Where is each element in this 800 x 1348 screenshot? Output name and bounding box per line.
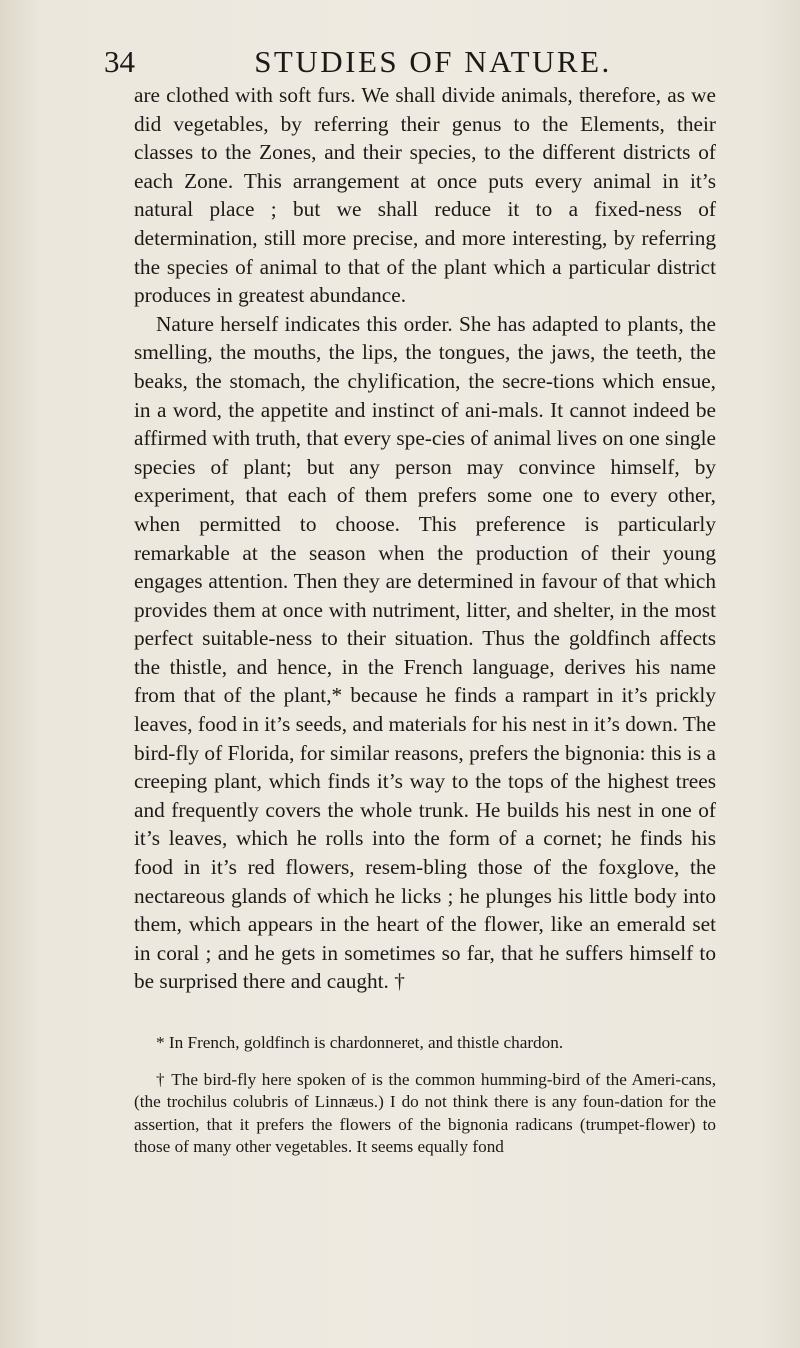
page-number: 34 bbox=[104, 44, 135, 79]
running-title: STUDIES OF NATURE. bbox=[254, 44, 612, 79]
footnote: † The bird-fly here spoken of is the common humming-bird of the Ameri-cans, (the trochilus colubris of Linnæus.) I do not think there is any foun-dation for the assertion, that it prefers the flowers of the bignonia radicans (trumpet-flower) to those of many other vegetables. It seems equally fond bbox=[134, 1069, 716, 1157]
paragraph: Nature herself indicates this order. She has adapted to plants, the smelling, the mouths, the lips, the tongues, the jaws, the teeth, the beaks, the stomach, the chylification, the secre-tions which ensue, in a word, the appetite and instinct of ani-mals. It cannot indeed be affirmed with truth, that every spe-cies of animal lives on one single species of plant; but any person may convince himself, by experiment, that each of them prefers some one to every other, when permitted to choose. This preference is particularly remarkable at the season when the production of their young engages attention. Then they are determined in favour of that which provides them at once with nutriment, litter, and shelter, in the most perfect suitable-ness to their situation. Thus the goldfinch affects the thistle, and hence, in the French language, derives his name from that of the plant,* because he finds a rampart in it’s prickly leaves, food in it’s seeds, and materials for his nest in it’s down. The bird-fly of Florida, for similar reasons, prefers the bignonia: this is a creeping plant, which finds it’s way to the tops of the highest trees and frequently covers the whole trunk. He builds his nest in one of it’s leaves, which he rolls into the form of a cornet; he finds his food in it’s red flowers, resem-bling those of the foxglove, the nectareous glands of which he licks ; he plunges his little body into them, which appears in the heart of the flower, like an emerald set in coral ; and he gets in sometimes so far, that he suffers himself to be surprised there and caught. † bbox=[134, 311, 716, 994]
footnotes bbox=[134, 1032, 716, 1159]
running-head bbox=[0, 40, 800, 84]
paragraph: are clothed with soft furs. We shall divide animals, therefore, as we did vegetables, by referring their genus to the Elements, their classes to the Zones, and their species, to the different districts of each Zone. This arrangement at once puts every animal in it’s natural place ; but we shall reduce it to a fixed-ness of determination, still more precise, and more interesting, by referring the species of animal to that of the plant which a particular district produces in greatest abundance. bbox=[134, 83, 716, 308]
body-text bbox=[134, 81, 716, 996]
footnote: * In French, goldfinch is chardonneret, and thistle chardon. bbox=[156, 1033, 564, 1052]
